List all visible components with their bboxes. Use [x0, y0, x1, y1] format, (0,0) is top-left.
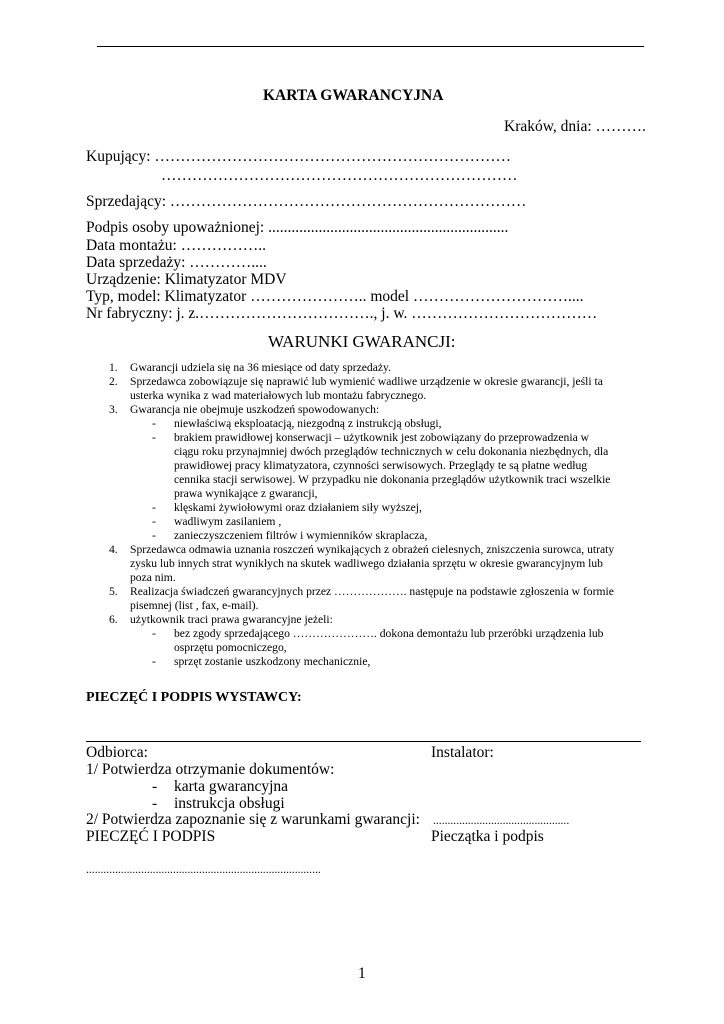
- installer-stamp-label: Pieczątka i podpis: [431, 828, 544, 845]
- condition-line: Realizacja świadczeń gwarancyjnych przez ………………. następuje na podstawie zgłoszenia w formie: [130, 585, 614, 598]
- document-item-marker: -: [152, 795, 158, 812]
- device-field: Urządzenie: Klimatyzator MDV: [86, 271, 287, 288]
- condition-marker: -: [152, 627, 156, 640]
- issuer-signature-label: PIECZĘĆ I PODPIS WYSTAWCY:: [86, 690, 302, 705]
- condition-marker: -: [152, 515, 156, 528]
- top-rule: [97, 46, 644, 47]
- condition-line: Gwarancja nie obejmuje uszkodzeń spowodowanych:: [130, 403, 380, 416]
- condition-marker: -: [152, 501, 156, 514]
- condition-line: zanieczyszczeniem filtrów i wymienników skraplacza,: [174, 529, 428, 542]
- document-item: instrukcja obsługi: [174, 795, 285, 812]
- condition-marker: 6.: [109, 613, 118, 626]
- document-item-marker: -: [152, 778, 158, 795]
- condition-line: prawa wynikające z gwarancji,: [174, 487, 318, 500]
- condition-marker: 5.: [109, 585, 118, 598]
- condition-line: niewłaściwą eksploatacją, niezgodną z instrukcją obsługi,: [174, 417, 442, 430]
- condition-marker: -: [152, 417, 156, 430]
- serial-number-field: Nr fabryczny: j. z.……………………………., j. w. ………………………………: [86, 305, 598, 322]
- condition-marker: -: [152, 431, 156, 444]
- stamp-sign-label: PIECZĘĆ I PODPIS: [86, 828, 216, 845]
- condition-line: Sprzedawca zobowiązuje się naprawić lub wymienić wadliwe urządzenie w okresie gwarancji, jeśli ta: [130, 375, 603, 388]
- condition-marker: -: [152, 655, 156, 668]
- condition-line: ciągu roku przynajmniej dwóch przeglądów technicznych w celu dokonania niezbędnych, dla: [174, 445, 609, 458]
- condition-line: użytkownik traci prawa gwarancyjne jeżeli:: [130, 613, 333, 626]
- document-title: KARTA GWARANCYJNA: [263, 87, 444, 104]
- condition-line: bez zgody sprzedającego …………………. dokona demontażu lub przeróbki urządzenia lub: [174, 627, 604, 640]
- confirm-documents: 1/ Potwierdza otrzymanie dokumentów:: [86, 761, 335, 778]
- condition-line: cennika stacji serwisowej. W przypadku nie dokonania przeglądów użytkownik traci wszelkie: [174, 473, 611, 486]
- page-number: 1: [358, 965, 366, 982]
- installer-label: Instalator:: [431, 744, 494, 761]
- document-item: karta gwarancyjna: [174, 778, 289, 795]
- condition-line: sprzęt zostanie uszkodzony mechanicznie,: [174, 655, 371, 668]
- condition-line: prawidłowej pracy klimatyzatora, czynności serwisowych. Przeglądy te są płatne według: [174, 459, 588, 472]
- condition-marker: 4.: [109, 543, 118, 556]
- condition-line: Sprzedawca odmawia uznania roszczeń wynikających z obrażeń cielesnych, zniszczenia surowca, utraty: [130, 543, 615, 556]
- condition-line: pisemnej (list , fax, e-mail).: [130, 599, 259, 612]
- condition-line: klęskami żywiołowymi oraz działaniem siły wyższej,: [174, 501, 422, 514]
- receipt-rule: [86, 741, 641, 742]
- authorized-signature-field: Podpis osoby upoważnionej: ..............................................................: [86, 219, 509, 236]
- buyer-field: Kupujący: ……………………………………………………………: [86, 148, 511, 165]
- sale-date-field: Data sprzedaży: …………....: [86, 254, 267, 271]
- confirm-terms: 2/ Potwierdza zapoznanie się z warunkami gwarancji:: [86, 811, 420, 828]
- conditions-heading: WARUNKI GWARANCJI:: [268, 332, 456, 351]
- condition-marker: 2.: [109, 375, 118, 388]
- condition-line: Gwarancji udziela się na 36 miesiące od daty sprzedaży.: [130, 361, 391, 374]
- condition-line: brakiem prawidłowej konserwacji – użytkownik jest zobowiązany do przeprowadzenia w: [174, 431, 589, 444]
- type-model-field: Typ, model: Klimatyzator ………………….. model …………………………....: [86, 288, 584, 305]
- condition-marker: -: [152, 529, 156, 542]
- installation-date-field: Data montażu: ……………..: [86, 237, 266, 254]
- buyer-field-continuation: ……………………………………………………………: [161, 167, 518, 184]
- recipient-label: Odbiorca:: [86, 744, 148, 761]
- seller-field: Sprzedający: ……………………………………………………………: [86, 193, 527, 210]
- city-date: Kraków, dnia: ……….: [504, 118, 646, 135]
- condition-marker: 3.: [109, 403, 118, 416]
- condition-line: zysku lub innych strat wynikłych na skutek wadliwego działania sprzętu w okresie gwarancyjnym lub: [130, 557, 603, 570]
- condition-line: usterka wynika z wad materiałowych lub montażu fabrycznego.: [130, 389, 427, 402]
- bottom-signature-dots: .................................................................................: [86, 863, 321, 876]
- condition-line: poza nim.: [130, 571, 176, 584]
- installer-signature-dots: ...............................................: [433, 814, 570, 827]
- condition-line: osprzętu pomocniczego,: [174, 641, 287, 654]
- condition-marker: 1.: [109, 361, 118, 374]
- condition-line: wadliwym zasilaniem ,: [174, 515, 282, 528]
